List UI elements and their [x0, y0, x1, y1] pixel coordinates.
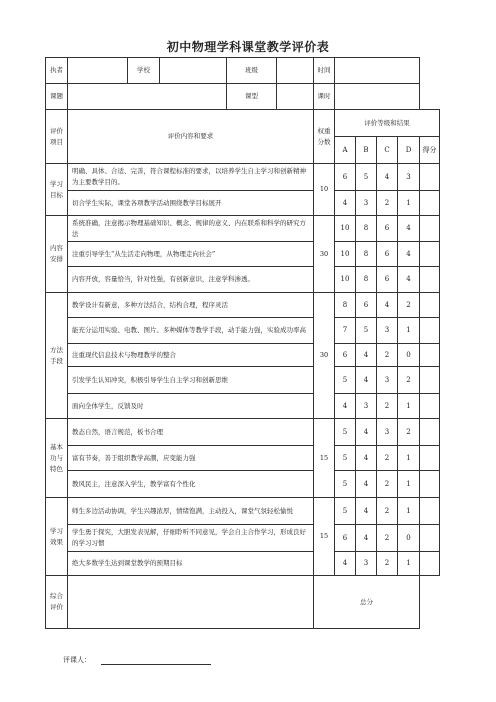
- grade-a[interactable]: 10: [335, 242, 356, 267]
- grade-b[interactable]: 3: [356, 552, 377, 576]
- requirement-text: 系统准确，注意揭示物理基础知识、概念、规律的意义、内在联系和科学的研究方法: [68, 216, 314, 242]
- class-label: 班级: [227, 58, 277, 84]
- section-content-label: 内容安排: [46, 216, 68, 293]
- section-methods-label: 方法手段: [46, 293, 68, 419]
- table-row: [46, 242, 440, 267]
- grade-c[interactable]: 2: [377, 498, 398, 525]
- grade-d[interactable]: 2: [398, 293, 420, 318]
- grade-a[interactable]: 6: [335, 525, 356, 552]
- score-cell[interactable]: [420, 471, 440, 498]
- section-goals-label: 学习目标: [46, 164, 68, 216]
- grade-a[interactable]: 4: [335, 191, 356, 216]
- score-cell[interactable]: [420, 419, 440, 446]
- table-row: [46, 344, 440, 367]
- requirement-text: 富有节奏，善于组织教学高潮，应变能力强: [68, 446, 314, 471]
- total-score-label: 总分: [314, 576, 420, 629]
- school-field[interactable]: [160, 58, 227, 84]
- grade-c[interactable]: 6: [377, 216, 398, 242]
- grade-b[interactable]: 5: [356, 164, 377, 191]
- grade-b-header: B: [356, 137, 377, 164]
- score-cell[interactable]: [420, 164, 440, 191]
- summary-field[interactable]: [68, 576, 314, 629]
- grade-b[interactable]: 4: [356, 344, 377, 367]
- requirement-text: 绝大多数学生达到课堂教学的预期目标: [68, 552, 314, 576]
- section-weight: 15: [314, 498, 335, 576]
- grade-b[interactable]: 8: [356, 267, 377, 293]
- score-cell[interactable]: [420, 498, 440, 525]
- grade-a[interactable]: 6: [335, 344, 356, 367]
- grade-c[interactable]: 3: [377, 367, 398, 394]
- grade-c[interactable]: 2: [377, 552, 398, 576]
- grade-d[interactable]: 0: [398, 525, 420, 552]
- requirement-text: 注重引导学生“从生活走向物理，从物理走向社会”: [68, 242, 314, 267]
- grade-b[interactable]: 4: [356, 471, 377, 498]
- grade-a[interactable]: 4: [335, 394, 356, 419]
- grade-d[interactable]: 1: [398, 552, 420, 576]
- requirement-text: 明确、具体、合适、完善，符合课程标准的要求，以培养学生自主学习和创新精神为主要教学目的。: [68, 164, 314, 191]
- grade-b[interactable]: 8: [356, 242, 377, 267]
- time-field[interactable]: [335, 58, 420, 84]
- table-row: [46, 191, 440, 216]
- evaluator-label: 评课人：: [63, 656, 91, 664]
- table-row: [46, 498, 440, 525]
- grade-d-header: D: [398, 137, 420, 164]
- requirement-text: 内容开放，容量恰当，针对性强，有创新意识，注意学科渗透。: [68, 267, 314, 293]
- grade-c[interactable]: 6: [377, 267, 398, 293]
- grade-b[interactable]: 4: [356, 367, 377, 394]
- section-weight: 15: [314, 419, 335, 498]
- item-header: 评价项目: [46, 110, 68, 164]
- topic-label: 课题: [46, 84, 68, 110]
- requirement-text: 引发学生认知冲突，积极引导学生自主学习和创新思维: [68, 367, 314, 394]
- grade-d[interactable]: 1: [398, 471, 420, 498]
- grade-a[interactable]: 5: [335, 367, 356, 394]
- grade-c[interactable]: 3: [377, 318, 398, 344]
- executor-label: 执者: [46, 58, 68, 84]
- grade-c[interactable]: 4: [377, 164, 398, 191]
- grade-c[interactable]: 6: [377, 242, 398, 267]
- grade-c[interactable]: 2: [377, 344, 398, 367]
- grade-d[interactable]: 2: [398, 419, 420, 446]
- section-effect-label: 学习效果: [46, 498, 68, 576]
- header-row-1: [46, 58, 440, 84]
- table-row: [46, 471, 440, 498]
- grade-a[interactable]: 8: [335, 293, 356, 318]
- score-cell[interactable]: [420, 394, 440, 419]
- header-row-2: [46, 84, 440, 110]
- page-title: 初中物理学科课堂教学评价表: [166, 40, 330, 54]
- period-label: 课时: [314, 84, 335, 110]
- grade-d[interactable]: 1: [398, 191, 420, 216]
- weight-header: 权重分数: [314, 110, 335, 164]
- grade-c[interactable]: 2: [377, 471, 398, 498]
- summary-label: 综合评价: [46, 576, 68, 629]
- requirement-text: 教态自然，语言规范，板书合理: [68, 419, 314, 446]
- table-row: [46, 267, 440, 293]
- grade-c[interactable]: 2: [377, 191, 398, 216]
- score-cell[interactable]: [420, 525, 440, 552]
- score-cell[interactable]: [420, 216, 440, 242]
- requirement-text: 教风民主，注意深入学生，教学富有个性化: [68, 471, 314, 498]
- requirement-text: 面向全体学生，反馈及时: [68, 394, 314, 419]
- grade-c[interactable]: 2: [377, 394, 398, 419]
- evaluation-table: [45, 57, 440, 629]
- grade-d[interactable]: 1: [398, 394, 420, 419]
- score-cell[interactable]: [420, 191, 440, 216]
- requirement-text: 学生勇于探究，大胆发表见解，仔细聆听不同意见，学会自主合作学习，形成良好的学习习惯: [68, 525, 314, 552]
- requirement-text: 能充分运用实验、电教、图片、多种媒体等教学手段，动手能力强，实验成功率高: [68, 318, 314, 344]
- table-row: [46, 367, 440, 394]
- grade-d[interactable]: 0: [398, 344, 420, 367]
- requirement-text: 教学设计有新意，多种方法结合，结构合理，程序灵活: [68, 293, 314, 318]
- requirement-text: 切合学生实际，课堂各项教学活动围绕教学目标展开: [68, 191, 314, 216]
- grade-c[interactable]: 4: [377, 293, 398, 318]
- grade-d[interactable]: 1: [398, 446, 420, 471]
- score-cell[interactable]: [420, 344, 440, 367]
- requirement-text: 师生多边活动协调，学生兴趣浓厚，情绪饱满，主动投入，课堂气氛轻松愉悦: [68, 498, 314, 525]
- table-row: [46, 446, 440, 471]
- grade-d[interactable]: 1: [398, 318, 420, 344]
- grade-a[interactable]: 7: [335, 318, 356, 344]
- table-row: [46, 394, 440, 419]
- grade-b[interactable]: 4: [356, 498, 377, 525]
- class-field[interactable]: [277, 58, 314, 84]
- score-cell[interactable]: [420, 367, 440, 394]
- topic-field[interactable]: [68, 84, 227, 110]
- grade-d[interactable]: 3: [398, 164, 420, 191]
- grade-a-header: A: [335, 137, 356, 164]
- column-header-row: [46, 110, 440, 137]
- school-label: 学校: [128, 58, 160, 84]
- score-cell[interactable]: [420, 552, 440, 576]
- grade-b[interactable]: 3: [356, 394, 377, 419]
- grade-c[interactable]: 2: [377, 525, 398, 552]
- grade-d[interactable]: 4: [398, 242, 420, 267]
- grade-a[interactable]: 6: [335, 164, 356, 191]
- score-cell[interactable]: [420, 242, 440, 267]
- grade-b[interactable]: 4: [356, 446, 377, 471]
- grade-d[interactable]: 1: [398, 498, 420, 525]
- table-row: [46, 293, 440, 318]
- table-row: [46, 216, 440, 242]
- grade-d[interactable]: 2: [398, 367, 420, 394]
- grade-a[interactable]: 4: [335, 552, 356, 576]
- score-cell[interactable]: [420, 446, 440, 471]
- evaluator-footer: [63, 655, 211, 665]
- grade-a[interactable]: 10: [335, 216, 356, 242]
- grade-b[interactable]: 4: [356, 419, 377, 446]
- section-skills-label: 基本功与特色: [46, 419, 68, 498]
- grade-title-header: 评价等级和结果: [335, 110, 440, 137]
- grade-a[interactable]: 5: [335, 446, 356, 471]
- period-field[interactable]: [335, 84, 420, 110]
- grade-a[interactable]: 5: [335, 498, 356, 525]
- summary-row: [46, 576, 440, 629]
- grade-b[interactable]: 6: [356, 293, 377, 318]
- grade-c[interactable]: 2: [377, 446, 398, 471]
- table-row: [46, 552, 440, 576]
- grade-b[interactable]: 8: [356, 216, 377, 242]
- grade-a[interactable]: 5: [335, 471, 356, 498]
- section-weight: 30: [314, 293, 335, 419]
- evaluator-signature-line[interactable]: [101, 656, 211, 665]
- time-label: 时间: [314, 58, 335, 84]
- lesson-type-label: 课型: [227, 84, 277, 110]
- lesson-type-field[interactable]: [277, 84, 314, 110]
- score-cell[interactable]: [420, 318, 440, 344]
- grade-b[interactable]: 3: [356, 191, 377, 216]
- score-header: 得分: [420, 137, 440, 164]
- table-row: [46, 419, 440, 446]
- requirements-header: 评价内容和要求: [68, 110, 314, 164]
- table-row: [46, 318, 440, 344]
- grade-b[interactable]: 5: [356, 318, 377, 344]
- grade-d[interactable]: 4: [398, 267, 420, 293]
- table-row: [46, 525, 440, 552]
- section-weight: 30: [314, 216, 335, 293]
- executor-field[interactable]: [68, 58, 128, 84]
- grade-a[interactable]: 5: [335, 419, 356, 446]
- score-cell[interactable]: [420, 293, 440, 318]
- grade-c[interactable]: 3: [377, 419, 398, 446]
- requirement-text: 注重现代信息技术与物理教学的整合: [68, 344, 314, 367]
- grade-b[interactable]: 4: [356, 525, 377, 552]
- grade-d[interactable]: 4: [398, 216, 420, 242]
- section-weight: 10: [314, 164, 335, 216]
- grade-c-header: C: [377, 137, 398, 164]
- score-cell[interactable]: [420, 267, 440, 293]
- table-row: [46, 164, 440, 191]
- grade-a[interactable]: 10: [335, 267, 356, 293]
